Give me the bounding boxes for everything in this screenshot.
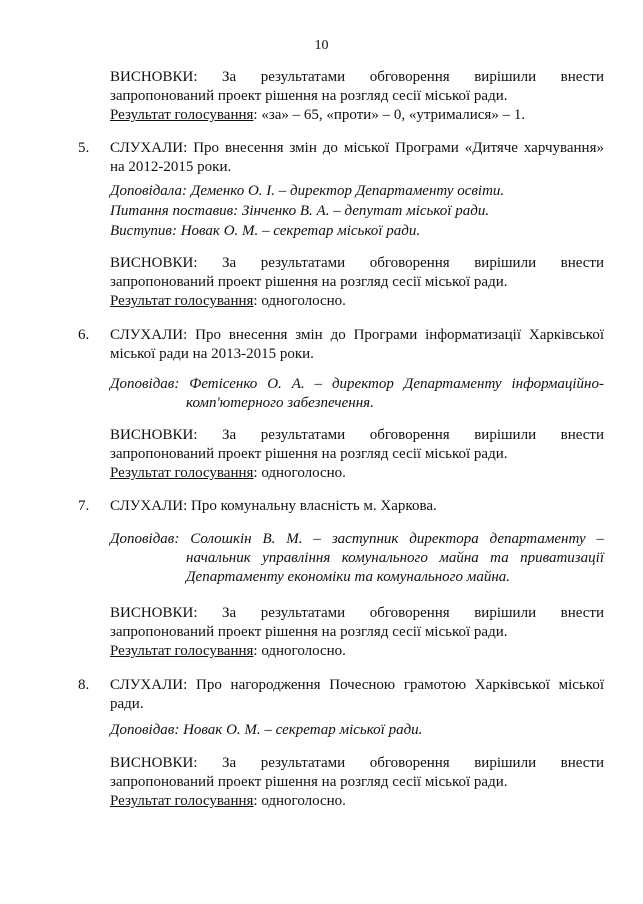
heard-line: міської ради на 2013-2015 роки.: [110, 346, 314, 362]
speaker-line: Департаменту економіки та комунального майна.: [186, 569, 511, 585]
conclusion-line: запропонований проект рішення на розгляд сесії міської ради.: [110, 88, 508, 104]
conclusion-line: ВИСНОВКИ: За результатами обговорення вирішили внести: [110, 69, 604, 85]
conclusion-line: ВИСНОВКИ: За результатами обговорення вирішили внести: [110, 605, 604, 621]
speaker-line: комп'ютерного забезпечення.: [186, 395, 374, 411]
vote-result: [110, 292, 604, 311]
conclusion-line: ВИСНОВКИ: За результатами обговорення вирішили внести: [110, 255, 604, 271]
conclusion-line: ВИСНОВКИ: За результатами обговорення вирішили внести: [110, 755, 604, 771]
conclusion-line: запропонований проект рішення на розгляд сесії міської ради.: [110, 624, 508, 640]
speaker-label: Доповідав:: [110, 531, 180, 547]
speaker-line: Питання поставив: Зінченко В. А. – депутат міської ради.: [110, 203, 490, 219]
vote-result: [110, 792, 604, 811]
speaker-text: Солошкін В. М. – заступник директора департаменту –: [190, 531, 604, 547]
speaker-line: [110, 530, 604, 549]
speaker-text: Фетісенко О. А. – директор Департаменту інформаційно-: [189, 376, 604, 392]
speaker-line: начальник управління комунального майна та приватизації: [186, 550, 604, 566]
conclusion-line: запропонований проект рішення на розгляд сесії міської ради.: [110, 446, 508, 462]
vote-value: : одноголосно.: [253, 293, 346, 309]
page-number: 10: [314, 38, 329, 53]
vote-label: Результат голосування: [110, 465, 254, 481]
vote-value: : одноголосно.: [253, 793, 346, 809]
heard-line: СЛУХАЛИ: Про комунальну власність м. Харкова.: [110, 498, 437, 514]
speaker-line: Доповідала: Деменко О. І. – директор Департаменту освіти.: [110, 183, 505, 199]
item-number: 8.: [78, 677, 90, 693]
speaker-line: Виступив: Новак О. М. – секретар міської ради.: [110, 223, 421, 239]
vote-result: [110, 106, 604, 125]
vote-label: Результат голосування: [110, 293, 254, 309]
heard-line: СЛУХАЛИ: Про внесення змін до міської Програми «Дитяче харчування»: [110, 140, 604, 156]
speaker-line: Доповідав: Новак О. М. – секретар міської ради.: [110, 722, 423, 738]
item-number: 5.: [78, 140, 90, 156]
speaker-line: [110, 375, 604, 394]
heard-line: ради.: [110, 696, 144, 712]
conclusion-line: ВИСНОВКИ: За результатами обговорення вирішили внести: [110, 427, 604, 443]
vote-result: [110, 464, 604, 483]
heard-line: на 2012-2015 роки.: [110, 159, 232, 175]
vote-result: [110, 642, 604, 661]
vote-label: Результат голосування: [110, 643, 254, 659]
vote-value: : одноголосно.: [253, 643, 346, 659]
heard-line: СЛУХАЛИ: Про внесення змін до Програми інформатизації Харківської: [110, 327, 604, 343]
vote-value: : одноголосно.: [253, 465, 346, 481]
vote-value: : «за» – 65, «проти» – 0, «утрималися» – 1.: [253, 107, 526, 123]
speaker-label: Доповідав:: [110, 376, 180, 392]
conclusion-line: запропонований проект рішення на розгляд сесії міської ради.: [110, 774, 508, 790]
heard-line: СЛУХАЛИ: Про нагородження Почесною грамотою Харківської міської: [110, 677, 604, 693]
item-number: 6.: [78, 327, 90, 343]
vote-label: Результат голосування: [110, 793, 254, 809]
item-number: 7.: [78, 498, 90, 514]
vote-label: Результат голосування: [110, 107, 254, 123]
conclusion-line: запропонований проект рішення на розгляд сесії міської ради.: [110, 274, 508, 290]
